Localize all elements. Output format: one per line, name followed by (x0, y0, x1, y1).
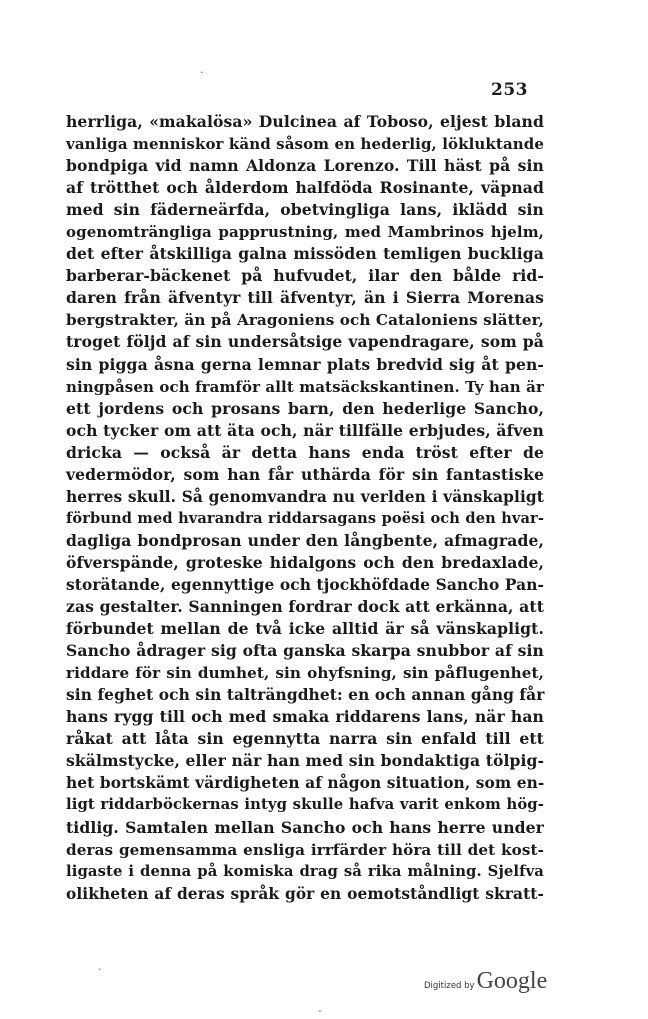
text-line: riddare för sin dumhet, sin ohyfsning, sin påflugenhet, (66, 664, 544, 683)
text-line: förbundet mellan de två icke alltid är så vänskapligt. (66, 619, 544, 639)
text-line: zas gestalter. Sanningen fordrar dock att erkänna, att (66, 597, 544, 617)
text-line: bondpiga vid namn Aldonza Lorenzo. Till häst på sin (66, 156, 544, 176)
text-line: tidlig. Samtalen mellan Sancho och hans herre under (66, 817, 544, 837)
text-line: ningpåsen och framför allt matsäckskantinen. Ty han är (66, 377, 544, 396)
page-number: 253 (491, 80, 528, 100)
text-line: ogenomträngliga papprustning, med Mambrinos hjelm, (66, 223, 544, 242)
text-line: ett jordens och prosans barn, den hederlige Sancho, (66, 398, 544, 418)
digitized-by-google-watermark (424, 968, 564, 998)
text-line: bergstrakter, än på Aragoniens och Cataloniens slätter, (66, 311, 544, 330)
scan-speck: · (98, 963, 102, 976)
text-line: och tycker om att äta och, när tillfälle erbjudes, äfven (66, 420, 544, 440)
text-line: storätande, egennyttige och tjockhöfdade Sancho Pan- (66, 575, 544, 594)
text-line: öfverspände, groteske hidalgons och den bredaxlade, (66, 552, 544, 572)
text-line: het bortskämt värdigheten af någon situation, som en- (66, 774, 545, 793)
text-line: vedermödor, som han får uthärda för sin fantastiske (66, 464, 544, 484)
google-logo: Google (476, 968, 548, 994)
text-line: ligt riddarböckernas intyg skulle hafva varit enkom hög- (66, 796, 544, 814)
text-line: herrliga, «makalösa» Dulcinea af Toboso, eljest bland (66, 112, 544, 131)
scan-speck: · (200, 66, 204, 79)
text-line: barberar-bäckenet på hufvudet, ilar den bålde rid- (66, 266, 544, 286)
text-line: daren från äfventyr till äfventyr, än i Sierra Morenas (66, 288, 544, 308)
body-text (66, 111, 544, 905)
text-line: vanliga menniskor känd såsom en hederlig, lökluktande (66, 135, 544, 154)
text-line: förbund med hvarandra riddarsagans poësi och den hvar- (66, 509, 544, 527)
text-line: af trötthet och ålderdom halfdöda Rosinante, väpnad (66, 178, 544, 198)
text-line: hans rygg till och med smaka riddarens lans, när han (66, 707, 544, 727)
text-line: herres skull. Så genomvandra nu verlden i vänskapligt (66, 487, 544, 506)
text-line: sin feghet och sin talträngdhet: en och annan gång får (66, 686, 545, 705)
text-line: råkat att låta sin egennytta narra sin enfald till ett (66, 729, 544, 749)
text-line: dricka — också är detta hans enda tröst efter de (66, 442, 544, 462)
text-line: det efter åtskilliga galna missöden temligen buckliga (66, 244, 544, 264)
text-line: dagliga bondprosan under den långbente, afmagrade, (66, 530, 544, 550)
text-line: troget följd af sin undersåtsige vapendragare, som på (66, 332, 544, 352)
text-line: olikheten af deras språk gör en oemotståndligt skratt- (66, 884, 544, 903)
text-line: med sin fäderneärfda, obetvingliga lans, iklädd sin (66, 200, 544, 220)
text-line: ligaste i denna på komiska drag så rika målning. Sjelfva (66, 862, 544, 880)
text-line: sin pigga åsna gerna lemnar plats bredvid sig åt pen- (66, 354, 544, 374)
text-line: deras gemensamma ensliga irrfärder höra till det kost- (66, 840, 544, 859)
digitized-by-label: Digitized by (424, 981, 475, 991)
text-line: Sancho ådrager sig ofta ganska skarpa snubbor af sin (66, 641, 544, 661)
text-line: skälmstycke, eller när han med sin bondaktiga tölpig- (66, 751, 545, 771)
scan-speck: - (318, 1004, 322, 1017)
